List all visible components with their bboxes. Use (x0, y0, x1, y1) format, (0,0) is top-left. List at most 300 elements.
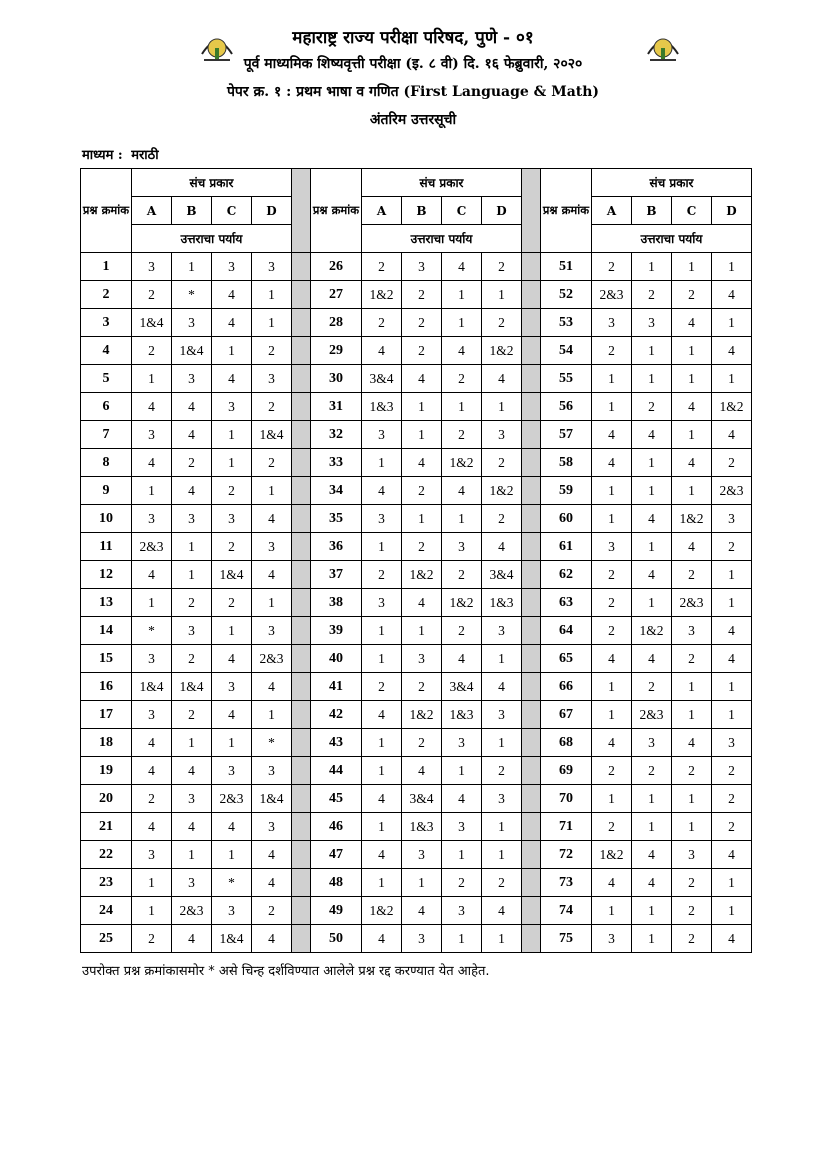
set-label-c: C (672, 197, 712, 225)
answer-cell: 4 (362, 785, 402, 813)
answer-cell: 1&3 (402, 813, 442, 841)
answer-cell: 1 (672, 337, 712, 365)
answer-cell: 4 (362, 925, 402, 953)
answer-cell: 1 (632, 337, 672, 365)
answer-cell: 1 (252, 281, 292, 309)
answer-cell: 2 (132, 281, 172, 309)
table-row (81, 757, 752, 785)
answer-cell: 1 (212, 617, 252, 645)
column-separator (292, 253, 311, 281)
column-separator (522, 701, 541, 729)
answer-cell: 3 (252, 813, 292, 841)
column-separator (292, 897, 311, 925)
answer-cell: 1 (592, 673, 632, 701)
answer-cell: 4 (132, 449, 172, 477)
answer-cell: 3 (402, 645, 442, 673)
answer-cell: 3&4 (482, 561, 522, 589)
answer-cell: 2 (252, 393, 292, 421)
question-number-cell: 26 (311, 253, 362, 281)
question-number-header: प्रश्न क्रमांक (81, 169, 132, 253)
question-number-cell: 16 (81, 673, 132, 701)
answer-cell: 1 (592, 477, 632, 505)
answer-cell: 2 (672, 757, 712, 785)
answer-cell: 3 (402, 925, 442, 953)
answer-cell: 3 (442, 729, 482, 757)
column-separator (522, 533, 541, 561)
set-label-b: B (402, 197, 442, 225)
answer-cell: 4 (252, 925, 292, 953)
answer-cell: 2&3 (172, 897, 212, 925)
answer-cell: 1&4 (132, 309, 172, 337)
medium-label: माध्यम : (82, 148, 123, 163)
answer-cell: 3 (712, 729, 752, 757)
question-number-cell: 37 (311, 561, 362, 589)
column-separator (522, 645, 541, 673)
answer-cell: 3 (212, 673, 252, 701)
answer-cell: 2 (592, 561, 632, 589)
question-number-cell: 40 (311, 645, 362, 673)
column-separator (292, 477, 311, 505)
answer-cell: 2 (172, 701, 212, 729)
table-row (81, 673, 752, 701)
answer-cell: 1 (402, 505, 442, 533)
question-number-cell: 34 (311, 477, 362, 505)
answer-cell: 1&2 (712, 393, 752, 421)
answer-cell: 3 (672, 617, 712, 645)
answer-cell: 1 (252, 701, 292, 729)
answer-cell: 2&3 (672, 589, 712, 617)
answer-cell: 2 (482, 253, 522, 281)
answer-cell: 3 (172, 309, 212, 337)
answer-cell: 4 (592, 449, 632, 477)
question-number-cell: 42 (311, 701, 362, 729)
answer-cell: 1 (482, 281, 522, 309)
question-number-cell: 69 (541, 757, 592, 785)
answer-cell: 1 (172, 533, 212, 561)
answer-cell: 2 (442, 617, 482, 645)
answer-cell: 4 (252, 673, 292, 701)
answer-cell: 4 (212, 365, 252, 393)
answer-cell: 1 (212, 337, 252, 365)
set-label-d: D (482, 197, 522, 225)
answer-cell: 3 (212, 897, 252, 925)
column-separator (522, 309, 541, 337)
answer-cell: 2&3 (712, 477, 752, 505)
column-separator (292, 393, 311, 421)
answer-cell: 1&2 (362, 281, 402, 309)
answer-cell: 3 (442, 813, 482, 841)
answer-cell: 2 (252, 897, 292, 925)
question-number-cell: 57 (541, 421, 592, 449)
question-number-cell: 29 (311, 337, 362, 365)
question-number-cell: 23 (81, 869, 132, 897)
answer-cell: 1 (592, 785, 632, 813)
question-number-cell: 72 (541, 841, 592, 869)
question-number-cell: 14 (81, 617, 132, 645)
answer-cell: 4 (132, 729, 172, 757)
answer-cell: 3 (252, 533, 292, 561)
answer-cell: 4 (592, 869, 632, 897)
answer-cell: 2 (362, 253, 402, 281)
question-number-cell: 25 (81, 925, 132, 953)
answer-cell: 4 (402, 589, 442, 617)
set-type-header: संच प्रकार (592, 169, 752, 197)
answer-cell: 2 (592, 813, 632, 841)
answer-cell: 2 (712, 785, 752, 813)
answer-cell: 1 (442, 281, 482, 309)
answer-cell: 1 (362, 869, 402, 897)
answer-cell: 1 (442, 309, 482, 337)
question-number-cell: 70 (541, 785, 592, 813)
table-row (81, 729, 752, 757)
answer-cell: 3 (402, 841, 442, 869)
question-number-cell: 47 (311, 841, 362, 869)
column-separator (292, 421, 311, 449)
column-separator (522, 813, 541, 841)
answer-cell: 4 (632, 841, 672, 869)
table-row (81, 813, 752, 841)
question-number-cell: 75 (541, 925, 592, 953)
answer-cell: 4 (442, 645, 482, 673)
answer-cell: 1 (442, 925, 482, 953)
page-title: महाराष्ट्र राज्य परीक्षा परिषद, पुणे - ०१ (292, 28, 534, 48)
column-separator (522, 673, 541, 701)
answer-cell: 2 (592, 589, 632, 617)
answer-cell: 1 (212, 421, 252, 449)
answer-cell: 1 (712, 253, 752, 281)
column-separator (292, 869, 311, 897)
question-number-cell: 5 (81, 365, 132, 393)
answer-cell: 1 (632, 925, 672, 953)
question-number-cell: 43 (311, 729, 362, 757)
question-number-cell: 52 (541, 281, 592, 309)
answer-cell: 1 (132, 869, 172, 897)
answer-cell: 1 (712, 869, 752, 897)
answer-cell: 4 (632, 869, 672, 897)
answer-cell: 2 (482, 309, 522, 337)
question-number-cell: 22 (81, 841, 132, 869)
answer-cell: 2 (672, 869, 712, 897)
table-row (81, 533, 752, 561)
answer-cell: 1 (362, 645, 402, 673)
answer-cell: 3 (252, 365, 292, 393)
answer-cell: 3&4 (362, 365, 402, 393)
column-separator (522, 449, 541, 477)
answer-cell: 1 (632, 365, 672, 393)
answer-cell: 3 (212, 393, 252, 421)
column-separator (522, 253, 541, 281)
question-number-cell: 49 (311, 897, 362, 925)
column-separator (292, 617, 311, 645)
answer-cell: 3 (132, 841, 172, 869)
answer-cell: 4 (632, 505, 672, 533)
answer-cell: 1 (132, 897, 172, 925)
answer-cell: 3 (632, 729, 672, 757)
question-number-cell: 15 (81, 645, 132, 673)
answer-cell: 4 (592, 645, 632, 673)
question-number-cell: 9 (81, 477, 132, 505)
answer-cell: 4 (712, 337, 752, 365)
question-number-header: प्रश्न क्रमांक (541, 169, 592, 253)
answer-cell: 3 (442, 533, 482, 561)
question-number-cell: 17 (81, 701, 132, 729)
question-number-cell: 55 (541, 365, 592, 393)
answer-cell: 1 (442, 841, 482, 869)
answer-cell: 1 (712, 673, 752, 701)
answer-cell: 1&2 (402, 701, 442, 729)
answer-cell: 4 (252, 561, 292, 589)
answer-cell: * (212, 869, 252, 897)
answer-cell: 2 (172, 589, 212, 617)
answer-cell: 4 (362, 337, 402, 365)
question-number-cell: 24 (81, 897, 132, 925)
set-label-a: A (362, 197, 402, 225)
answer-cell: 1&4 (252, 785, 292, 813)
column-separator (522, 869, 541, 897)
answer-cell: 1 (712, 701, 752, 729)
question-number-cell: 63 (541, 589, 592, 617)
answer-cell: 1&2 (672, 505, 712, 533)
set-label-a: A (132, 197, 172, 225)
answer-cell: 1 (632, 477, 672, 505)
table-row (81, 897, 752, 925)
answer-cell: 1&4 (212, 561, 252, 589)
question-number-cell: 2 (81, 281, 132, 309)
answer-cell: 2 (132, 925, 172, 953)
column-separator (292, 841, 311, 869)
medium-value: मराठी (131, 148, 159, 163)
answer-cell: 1 (592, 393, 632, 421)
answer-cell: 1 (712, 365, 752, 393)
table-row (81, 701, 752, 729)
answer-cell: 3 (172, 505, 212, 533)
answer-cell: 1&3 (442, 701, 482, 729)
question-number-cell: 7 (81, 421, 132, 449)
column-separator (292, 785, 311, 813)
question-number-cell: 46 (311, 813, 362, 841)
column-separator (522, 393, 541, 421)
set-label-a: A (592, 197, 632, 225)
answer-cell: 2 (632, 281, 672, 309)
question-number-cell: 56 (541, 393, 592, 421)
answer-cell: 1 (482, 393, 522, 421)
set-type-header: संच प्रकार (362, 169, 522, 197)
answer-cell: 4 (132, 813, 172, 841)
answer-cell: 4 (442, 477, 482, 505)
question-number-cell: 18 (81, 729, 132, 757)
answer-cell: 4 (482, 533, 522, 561)
column-separator (522, 897, 541, 925)
answer-cell: 1 (252, 477, 292, 505)
column-separator (292, 337, 311, 365)
answer-cell: 4 (712, 841, 752, 869)
answer-cell: 2 (632, 673, 672, 701)
answer-cell: 4 (212, 281, 252, 309)
answer-cell: 3 (592, 925, 632, 953)
table-row (81, 253, 752, 281)
answer-cell: 3 (172, 869, 212, 897)
answer-cell: 4 (132, 757, 172, 785)
answer-cell: 4 (632, 561, 672, 589)
question-number-cell: 41 (311, 673, 362, 701)
question-number-cell: 4 (81, 337, 132, 365)
answer-cell: 4 (672, 729, 712, 757)
column-separator (522, 169, 541, 253)
answer-cell: 2 (172, 645, 212, 673)
question-number-cell: 39 (311, 617, 362, 645)
question-number-cell: 66 (541, 673, 592, 701)
answer-cell: 2 (592, 253, 632, 281)
answer-cell: 4 (402, 757, 442, 785)
question-number-cell: 44 (311, 757, 362, 785)
answer-cell: 4 (172, 813, 212, 841)
answer-option-header: उत्तराचा पर्याय (362, 225, 522, 253)
column-separator (292, 561, 311, 589)
answer-cell: 2 (632, 393, 672, 421)
question-number-cell: 21 (81, 813, 132, 841)
answer-cell: 3&4 (442, 673, 482, 701)
answer-cell: 2 (482, 449, 522, 477)
answer-cell: 2 (442, 869, 482, 897)
answer-cell: 4 (402, 365, 442, 393)
answer-cell: 1 (672, 813, 712, 841)
table-row (81, 421, 752, 449)
answer-cell: 1 (402, 869, 442, 897)
answer-cell: 4 (172, 393, 212, 421)
answer-cell: 2 (482, 505, 522, 533)
set-label-c: C (442, 197, 482, 225)
answer-cell: 1 (592, 701, 632, 729)
table-row (81, 925, 752, 953)
answer-cell: 4 (672, 393, 712, 421)
column-separator (292, 505, 311, 533)
answer-cell: 1 (402, 393, 442, 421)
answer-cell: 4 (362, 841, 402, 869)
cancelled-questions-note: उपरोक्त प्रश्न क्रमांकासमोर * असे चिन्ह दर्शविण्यात आलेले प्रश्न रद्द करण्यात येत आहेत. (82, 964, 490, 979)
answer-cell: 3 (592, 533, 632, 561)
answer-cell: 2 (712, 449, 752, 477)
column-separator (292, 729, 311, 757)
answer-cell: 3 (172, 617, 212, 645)
set-label-b: B (632, 197, 672, 225)
column-separator (522, 505, 541, 533)
column-separator (522, 561, 541, 589)
answer-cell: 4 (362, 477, 402, 505)
answer-cell: 1&2 (442, 589, 482, 617)
answer-cell: 1 (482, 645, 522, 673)
answer-cell: 3 (362, 505, 402, 533)
question-number-cell: 13 (81, 589, 132, 617)
answer-cell: 1 (132, 589, 172, 617)
question-number-cell: 10 (81, 505, 132, 533)
answer-cell: 1&4 (212, 925, 252, 953)
answer-cell: 4 (172, 925, 212, 953)
question-number-cell: 62 (541, 561, 592, 589)
answer-cell: 4 (252, 505, 292, 533)
column-separator (522, 757, 541, 785)
answer-cell: 1 (672, 785, 712, 813)
answer-cell: 2 (442, 421, 482, 449)
table-row (81, 561, 752, 589)
answer-cell: 2&3 (252, 645, 292, 673)
answer-cell: 4 (712, 281, 752, 309)
column-separator (292, 449, 311, 477)
answer-cell: 4 (712, 645, 752, 673)
answer-cell: 4 (172, 757, 212, 785)
answer-cell: 3 (482, 421, 522, 449)
answer-cell: 1 (172, 729, 212, 757)
column-separator (522, 617, 541, 645)
table-row (81, 337, 752, 365)
answer-cell: 1 (362, 617, 402, 645)
answer-cell: 1&4 (172, 673, 212, 701)
question-number-cell: 61 (541, 533, 592, 561)
answer-cell: 1 (712, 897, 752, 925)
column-separator (522, 281, 541, 309)
table-row (81, 617, 752, 645)
answer-cell: 1 (672, 701, 712, 729)
answer-cell: 2 (212, 477, 252, 505)
answer-cell: 1 (362, 813, 402, 841)
question-number-cell: 8 (81, 449, 132, 477)
answer-cell: 3 (362, 589, 402, 617)
answer-cell: * (172, 281, 212, 309)
answer-cell: 4 (132, 393, 172, 421)
answer-cell: 1 (632, 533, 672, 561)
answer-cell: 1 (632, 253, 672, 281)
answer-cell: 4 (712, 421, 752, 449)
answer-cell: 4 (212, 813, 252, 841)
answer-cell: 2 (672, 897, 712, 925)
column-separator (292, 533, 311, 561)
exam-subtitle: पूर्व माध्यमिक शिष्यवृत्ती परीक्षा (इ. ८ वी) दि. १६ फेब्रुवारी, २०२० (243, 56, 583, 72)
answer-cell: 1 (132, 477, 172, 505)
answer-cell: 3 (132, 645, 172, 673)
answer-option-header: उत्तराचा पर्याय (132, 225, 292, 253)
answer-cell: 4 (212, 645, 252, 673)
answer-cell: 4 (402, 449, 442, 477)
answer-cell: 1 (592, 897, 632, 925)
answer-cell: 2 (402, 533, 442, 561)
answer-cell: 3 (172, 365, 212, 393)
answer-cell: 3 (212, 253, 252, 281)
answer-cell: 2 (712, 813, 752, 841)
table-row (81, 645, 752, 673)
question-number-cell: 68 (541, 729, 592, 757)
answer-cell: 1 (672, 421, 712, 449)
answer-cell: 2 (172, 449, 212, 477)
column-separator (522, 729, 541, 757)
answer-cell: 1 (592, 365, 632, 393)
answer-cell: 1 (712, 589, 752, 617)
answer-cell: 1 (632, 813, 672, 841)
question-number-cell: 59 (541, 477, 592, 505)
answer-cell: 4 (672, 449, 712, 477)
answer-cell: 2 (132, 785, 172, 813)
answer-cell: * (252, 729, 292, 757)
answer-cell: 4 (402, 897, 442, 925)
answer-cell: 4 (212, 309, 252, 337)
answer-cell: 4 (362, 701, 402, 729)
answer-cell: 2 (672, 281, 712, 309)
answer-cell: 3&4 (402, 785, 442, 813)
answer-cell: 2 (212, 589, 252, 617)
page-header (0, 26, 826, 134)
column-separator (292, 757, 311, 785)
table-row (81, 589, 752, 617)
question-number-cell: 11 (81, 533, 132, 561)
answer-cell: 4 (172, 421, 212, 449)
